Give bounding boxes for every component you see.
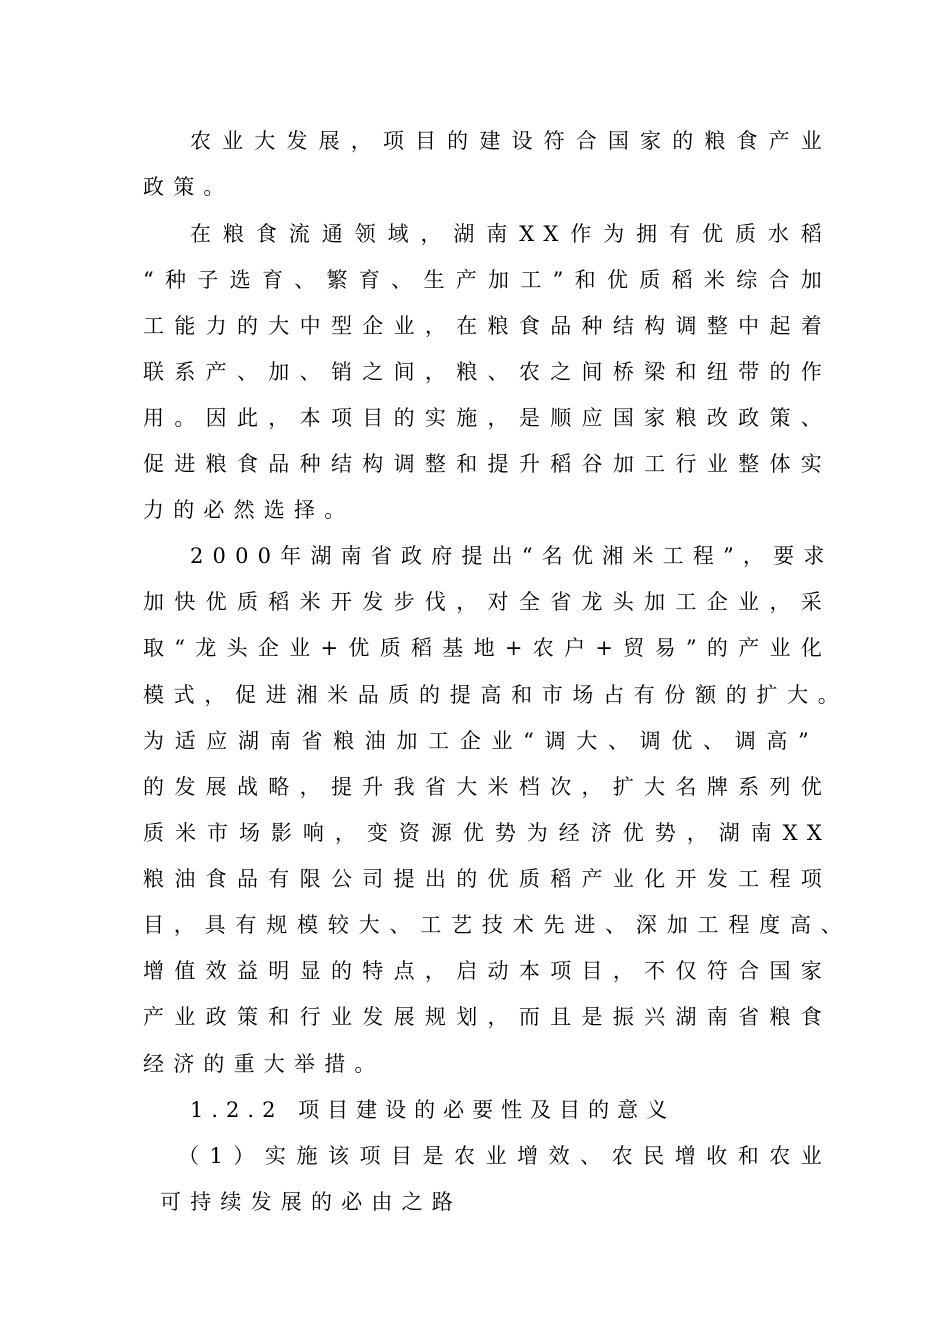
text-line: 2000年湖南省政府提出“名优湘米工程”，要求 [190,544,834,568]
text-line: 质米市场影响，变资源优势为经济优势，湖南XX [143,821,831,845]
list-item-title: （1）实施该项目是农业增效、农民增收和农业 [178,1144,831,1168]
text-line: 为适应湖南省粮油加工企业“调大、调优、调高” [143,729,818,753]
text-line: 增值效益明显的特点，启动本项目，不仅符合国家 [143,959,831,983]
text-line: 目，具有规模较大、工艺技术先进、深加工程度高、 [143,913,851,937]
text-line: 联系产、加、销之间，粮、农之间桥梁和纽带的作 [143,360,831,384]
text-line: 取“龙头企业+优质稻基地+农户+贸易”的产业化 [143,636,831,660]
text-line: 力的必然选择。 [143,498,355,522]
text-line: 产业政策和行业发展规划，而且是振兴湖南省粮食 [143,1005,831,1029]
text-line: 粮油食品有限公司提出的优质稻产业化开发工程项 [143,867,831,891]
text-line: 促进粮食品种结构调整和提升稻谷加工行业整体实 [143,452,831,476]
text-line: “种子选育、繁育、生产加工”和优质稻米综合加 [143,268,831,292]
text-line: 经济的重大举措。 [143,1052,385,1076]
list-item-title-continued: 可持续发展的必由之路 [160,1190,462,1214]
text-line: 在粮食流通领域，湖南XX作为拥有优质水稻 [190,222,831,246]
text-line: 农业大发展，项目的建设符合国家的粮食产业 [190,129,831,153]
text-line: 的发展战略，提升我省大米档次，扩大名牌系列优 [143,775,831,799]
text-line: 用。因此，本项目的实施，是顺应国家粮改政策、 [143,406,831,430]
text-line: 工能力的大中型企业，在粮食品种结构调整中起着 [143,314,831,338]
text-line: 模式，促进湘米品质的提高和市场占有份额的扩大。 [143,683,848,707]
section-heading: 1.2.2 项目建设的必要性及目的意义 [190,1098,676,1122]
text-line: 加快优质稻米开发步伐，对全省龙头加工企业，采 [143,590,831,614]
text-line: 政策。 [143,175,234,199]
